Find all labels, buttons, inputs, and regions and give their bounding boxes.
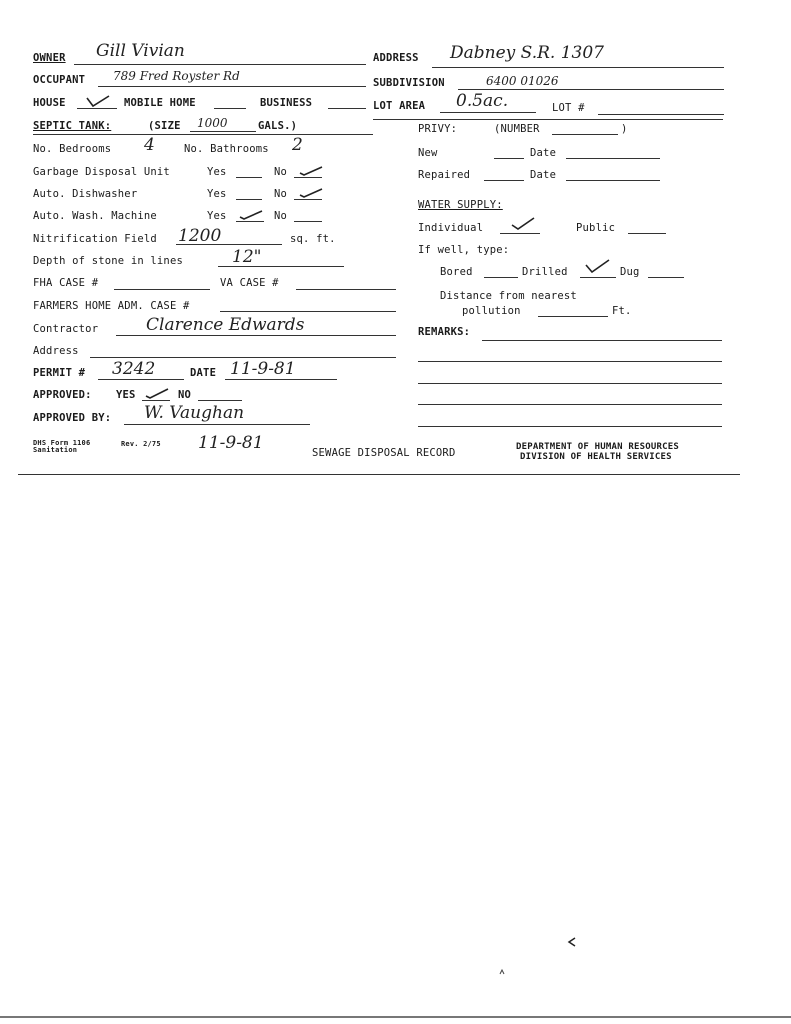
garbage-label: Garbage Disposal Unit (33, 166, 170, 178)
remarks-line-1 (482, 340, 722, 341)
occupant-line (98, 86, 366, 87)
public-label: Public (576, 222, 616, 234)
scan-dot-icon (498, 968, 506, 976)
privy-new-date-line (566, 158, 660, 159)
subdivision-value[interactable]: 6400 01026 (486, 74, 559, 88)
contractor-label: Contractor (33, 323, 99, 335)
distance-ft-label: Ft. (612, 305, 632, 317)
privy-label: PRIVY: (418, 123, 458, 135)
address-right-line (432, 67, 724, 68)
permit-date-line (225, 379, 337, 380)
approved-yes-line (142, 400, 170, 401)
fha-line (114, 289, 210, 290)
individual-line (500, 233, 540, 234)
drilled-check-icon[interactable] (584, 259, 610, 273)
depth-value[interactable]: 12" (232, 247, 262, 267)
lot-area-label: LOT AREA (373, 100, 426, 112)
privy-new-line (494, 158, 524, 159)
remarks-line-2 (418, 361, 722, 362)
mobile-home-line (214, 108, 246, 109)
farmers-label: FARMERS HOME ADM. CASE # (33, 300, 190, 312)
privy-repaired-label: Repaired (418, 169, 471, 181)
remarks-line-4 (418, 404, 722, 405)
gals-label: GALS.) (258, 120, 298, 132)
privy-repaired-line (484, 180, 524, 181)
scan-speck-icon (566, 936, 578, 948)
dishwasher-no-line (294, 199, 322, 200)
garbage-no-label: No (274, 166, 288, 178)
address-line (90, 357, 396, 358)
permit-date-label: DATE (190, 367, 217, 379)
if-well-label: If well, type: (418, 244, 510, 256)
contractor-line (116, 335, 396, 336)
individual-label: Individual (418, 222, 484, 234)
distance-label: Distance from nearest (440, 290, 577, 302)
dishwasher-yes-line (236, 199, 262, 200)
permit-value[interactable]: 3242 (112, 359, 156, 379)
form-bottom-rule (18, 474, 740, 475)
business-label: BUSINESS (260, 97, 313, 109)
occupant-label: OCCUPANT (33, 74, 86, 86)
depth-line (218, 266, 344, 267)
garbage-no-check-icon[interactable] (298, 163, 324, 177)
lot-number-line (598, 114, 724, 115)
scan-bottom-edge (0, 1016, 791, 1018)
form-division: Sanitation (33, 446, 78, 454)
division-name: DIVISION OF HEALTH SERVICES (520, 452, 672, 462)
fha-label: FHA CASE # (33, 277, 99, 289)
bedrooms-label: No. Bedrooms (33, 143, 112, 155)
house-label: HOUSE (33, 97, 66, 109)
wash-no-label: No (274, 210, 288, 222)
privy-close-paren: ) (621, 123, 628, 135)
wash-yes-label: Yes (207, 210, 227, 222)
approved-by-label: APPROVED BY: (33, 412, 112, 424)
va-label: VA CASE # (220, 277, 279, 289)
nitrification-value[interactable]: 1200 (178, 226, 222, 246)
owner-label: OWNER (33, 52, 66, 64)
public-line (628, 233, 666, 234)
nitrification-line (176, 244, 282, 245)
privy-number-label: (NUMBER (494, 123, 540, 135)
dishwasher-no-label: No (274, 188, 288, 200)
permit-line (98, 379, 184, 380)
form-date-value[interactable]: 11-9-81 (198, 433, 264, 453)
wash-machine-label: Auto. Wash. Machine (33, 210, 157, 222)
form-revision: Rev. 2/75 (121, 440, 161, 448)
address-right-label: ADDRESS (373, 52, 419, 64)
approved-by-signature[interactable]: W. Vaughan (144, 403, 245, 423)
lot-area-value[interactable]: 0.5ac. (456, 91, 509, 111)
farmers-line (220, 311, 396, 312)
va-line (296, 289, 396, 290)
house-check-icon[interactable] (85, 94, 111, 108)
bored-line (484, 277, 518, 278)
privy-repaired-date-line (566, 180, 660, 181)
wash-no-line (294, 221, 322, 222)
bedrooms-value[interactable]: 4 (144, 135, 155, 155)
remarks-line-3 (418, 383, 722, 384)
wash-yes-line (236, 221, 264, 222)
size-label: (SIZE (148, 120, 181, 132)
department-name: DEPARTMENT OF HUMAN RESOURCES (516, 442, 679, 452)
dishwasher-yes-label: Yes (207, 188, 227, 200)
septic-rule (33, 134, 373, 135)
remarks-line-5 (418, 426, 722, 427)
dishwasher-label: Auto. Dishwasher (33, 188, 138, 200)
nitrification-label: Nitrification Field (33, 233, 157, 245)
approved-no-line (198, 400, 242, 401)
lot-number-label: LOT # (552, 102, 585, 114)
dug-line (648, 277, 684, 278)
privy-new-date-label: Date (530, 147, 557, 159)
permit-label: PERMIT # (33, 367, 86, 379)
drilled-line (580, 277, 616, 278)
remarks-label: REMARKS: (418, 326, 471, 338)
lot-area-line (440, 112, 536, 113)
bathrooms-value[interactable]: 2 (292, 135, 303, 155)
house-line (77, 108, 117, 109)
privy-number-line (552, 134, 618, 135)
business-line (328, 108, 366, 109)
dishwasher-no-check-icon[interactable] (298, 185, 324, 199)
owner-line (74, 64, 366, 65)
sqft-label: sq. ft. (290, 233, 336, 245)
privy-new-label: New (418, 147, 438, 159)
garbage-yes-line (236, 177, 262, 178)
contractor-value[interactable]: Clarence Edwards (146, 315, 305, 335)
privy-repaired-date-label: Date (530, 169, 557, 181)
bathrooms-label: No. Bathrooms (184, 143, 269, 155)
water-supply-label: WATER SUPPLY: (418, 199, 503, 211)
right-top-rule (373, 119, 723, 120)
garbage-no-line (294, 177, 322, 178)
record-title: SEWAGE DISPOSAL RECORD (312, 447, 456, 459)
owner-value[interactable]: Gill Vivian (96, 41, 185, 61)
pollution-label: pollution (462, 305, 521, 317)
drilled-label: Drilled (522, 266, 568, 278)
bored-label: Bored (440, 266, 473, 278)
approved-yes-check-icon[interactable] (144, 386, 170, 400)
approved-no-label: NO (178, 389, 192, 401)
individual-check-icon[interactable] (510, 216, 536, 230)
dug-label: Dug (620, 266, 640, 278)
subdivision-label: SUBDIVISION (373, 77, 445, 89)
mobile-home-label: MOBILE HOME (124, 97, 196, 109)
septic-tank-label: SEPTIC TANK: (33, 120, 112, 132)
approved-by-line (124, 424, 310, 425)
approved-yes-label: YES (116, 389, 136, 401)
wash-yes-check-icon[interactable] (238, 207, 264, 221)
approved-label: APPROVED: (33, 389, 92, 401)
occupant-value[interactable]: 789 Fred Royster Rd (113, 69, 240, 83)
address-label: Address (33, 345, 79, 357)
garbage-yes-label: Yes (207, 166, 227, 178)
depth-label: Depth of stone in lines (33, 255, 183, 267)
form-number: DHS Form 1106 (33, 439, 91, 447)
size-line (190, 131, 256, 132)
distance-line (538, 316, 608, 317)
size-value[interactable]: 1000 (197, 116, 228, 130)
address-right-value[interactable]: Dabney S.R. 1307 (450, 43, 604, 63)
permit-date-value[interactable]: 11-9-81 (230, 359, 296, 379)
subdivision-line (458, 89, 724, 90)
